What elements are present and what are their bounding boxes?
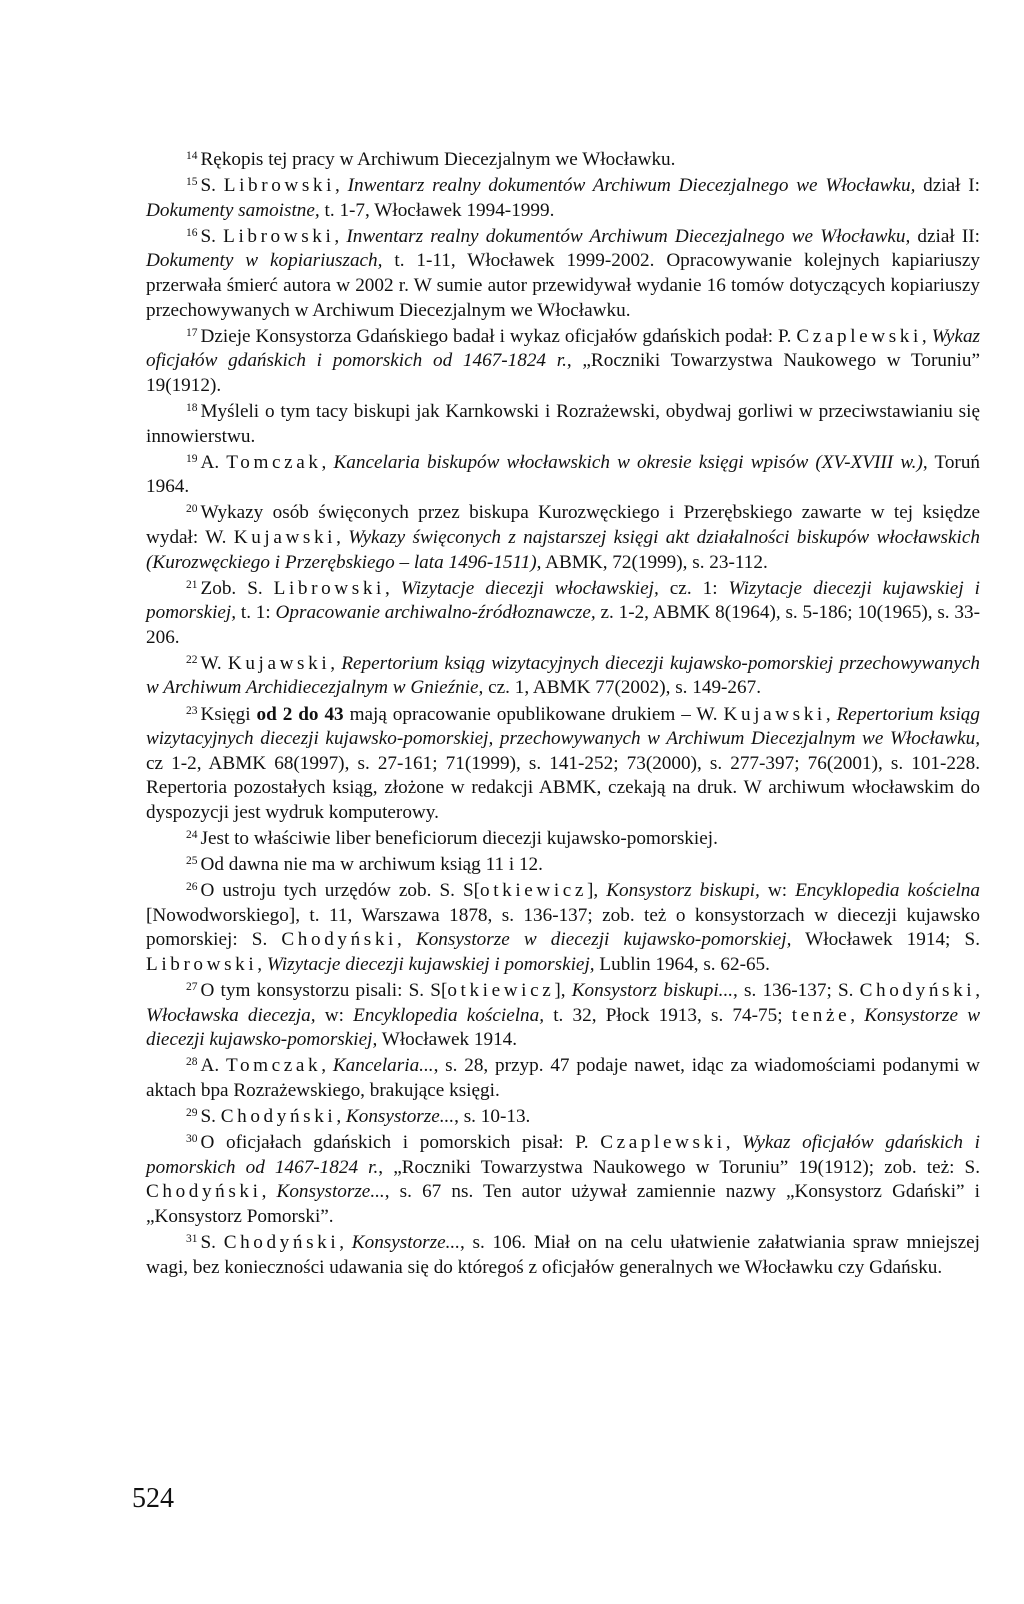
title-text: Inwentarz realny dokumentów Archiwum Diecezjalnego we Włocławku, [346, 225, 911, 247]
footnote-text: t. 32, Płock 1913, s. 74-75; [544, 1004, 792, 1026]
footnote-text: , [257, 954, 267, 975]
footnote-text: , [330, 652, 342, 674]
footnote-number: 21 [186, 578, 198, 591]
title-text: Encyklopedia kościelna [795, 880, 980, 902]
footnote-number: 23 [186, 704, 198, 717]
title-text: Repertorium ksiąg wizytacyjnych diecezji kujawsko-pomorskiej przechowywanych w Archiwum Archidiecezjalnym w Gnieźnie, [146, 652, 981, 699]
footnote-text: cz. 1: [658, 577, 729, 599]
footnote-text: , s. 67 ns. Ten autor używał zamiennie nazwy „Konsystorz Gdański” i „Konsystorz Pomorski”. [146, 1181, 981, 1227]
footnote-text: t. 1: [236, 602, 276, 624]
footnote-number: 15 [186, 176, 198, 189]
author-name: Czaplewski [796, 325, 922, 347]
author-name: Chodyński [859, 980, 976, 1002]
footnote-number: 24 [186, 829, 198, 842]
footnote-text: S. [200, 1232, 224, 1254]
author-name: Czaplewski [600, 1132, 726, 1154]
footnote-text: Włocławek 1914. [377, 1029, 518, 1051]
title-text: Inwentarz realny dokumentów Archiwum Diecezjalnego we Włocławku, [347, 175, 916, 197]
footnote-number: 28 [186, 1056, 198, 1069]
footnote-text: , „Roczniki Towarzystwa Naukowego w Toruniu” 19(1912); zob. też: S. [378, 1156, 980, 1178]
footnote-text: ], [587, 880, 607, 902]
footnote-text: mają opracowanie opublikowane drukiem – W. [343, 703, 724, 725]
footnote-text: Myśleli o tym tacy biskupi jak Karnkowski i Rozrażewski, obydwaj gorliwi w przeciwstawianiu się innowierstwu. [146, 400, 980, 447]
footnote-text: O tym konsystorzu pisali: S. S[ [200, 980, 448, 1002]
author-name: Chodyński [220, 1106, 337, 1128]
footnotes-section [146, 148, 980, 1282]
author-name: Librowski [146, 954, 258, 975]
author-name: Librowski [223, 175, 336, 197]
author-name: Librowski [223, 225, 335, 247]
title-text: Dokumenty w kopiariuszach, [146, 250, 383, 272]
title-text: Konsystorze... [276, 1181, 385, 1203]
footnote-text: S. [200, 175, 224, 197]
footnote-23 [146, 703, 980, 826]
footnote-text: Lublin 1964, s. 62-65. [594, 954, 770, 975]
footnote-16 [146, 225, 980, 323]
author-name: Chodyński [223, 1232, 340, 1254]
author-name: Kujawski [723, 703, 826, 725]
footnote-number: 14 [186, 150, 198, 162]
footnote-19 [146, 451, 980, 500]
footnote-text: A. [200, 1055, 226, 1077]
footnote-14 [146, 148, 980, 173]
title-text: Wizytacje diecezji kujawskiej i pomorskiej, [146, 577, 980, 624]
footnote-number: 16 [186, 226, 198, 239]
author-name: otkiewicz [447, 980, 555, 1002]
footnote-text: ], [554, 980, 572, 1002]
footnote-text: O oficjałach gdańskich i pomorskich pisał: P. [200, 1132, 601, 1154]
footnote-text: , [975, 980, 980, 1002]
author-name: Kujawski [233, 526, 337, 548]
footnote-text: S. [200, 225, 224, 247]
page-number: 524 [132, 1483, 174, 1514]
footnote-text: , s. 106. Miał on na celu ułatwienie załatwiania spraw mniejszej wagi, bez konieczności udawania się do któregoś z oficjałów generalnych we Włocławku czy Gdańsku. [146, 1232, 981, 1278]
footnote-text: A. [200, 451, 227, 473]
author-name: tenże [791, 1004, 851, 1026]
footnote-text: , ABMK, 72(1999), s. 23-112. [536, 551, 768, 573]
footnote-29 [146, 1105, 980, 1130]
footnote-text: , [921, 325, 932, 347]
footnote-text: cz. 1, ABMK 77(2002), s. 149-267. [483, 677, 762, 699]
footnote-text: t. 1-11, Włocławek 1999-2002. Opracowywanie kolejnych kapiariuszy przerwała śmierć autora w 2002 r. W sumie autor przewidywał wydanie 16 tomów dotyczących kopiariuszy przechowywanych w Archiwum Diecezjalnym we Włocławku. [146, 250, 980, 321]
author-name: otkiewicz [480, 880, 588, 902]
footnote-number: 25 [186, 855, 198, 868]
footnote-text: Wykazy osób święconych przez biskupa Kurozwęckiego i Przerębskiego zawarte w tej księdze wydał: W. [146, 502, 980, 548]
author-name: Librowski [273, 577, 385, 599]
title-text: Kancelaria... [332, 1055, 434, 1077]
author-name: Kujawski [227, 652, 331, 674]
title-text: Wykazy święconych z najstarszej księgi akt działalności biskupów włocławskich (Kurozwęckiego i Przerębskiego – lata 1496-1511) [146, 526, 980, 573]
title-text: Konsystorz biskupi, [606, 880, 760, 902]
footnote-text: , [321, 1055, 333, 1077]
footnote-text: , [396, 929, 416, 951]
footnote-text: dział II: [910, 225, 980, 247]
author-name: Chodyński [146, 1181, 262, 1203]
title-text: Włocławska diecezja, [146, 1004, 316, 1026]
footnote-26 [146, 879, 980, 977]
footnote-20 [146, 501, 980, 575]
footnote-text: dział I: [915, 175, 980, 197]
footnote-31 [146, 1231, 980, 1280]
footnote-text: t. 1-7, Włocławek 1994-1999. [319, 199, 555, 221]
footnote-number: 31 [186, 1233, 198, 1246]
footnote-number: 18 [186, 401, 198, 414]
footnote-27 [146, 979, 980, 1053]
footnote-text: Księgi [200, 703, 257, 725]
footnote-17 [146, 325, 980, 399]
footnote-25 [146, 853, 980, 878]
footnote-text: , [725, 1132, 743, 1154]
title-text: Konsystorze... [345, 1106, 455, 1128]
footnote-18 [146, 400, 980, 449]
footnote-number: 20 [186, 503, 198, 516]
footnote-number: 30 [186, 1133, 198, 1146]
title-text: Dokumenty samoistne, [146, 199, 320, 221]
title-text: Konsystorze... [351, 1232, 460, 1254]
footnote-text: , [339, 1232, 352, 1254]
title-text: Opracowanie archiwalno-źródłoznawcze, [275, 602, 596, 624]
author-name: Tomczak [226, 451, 322, 473]
footnote-number: 19 [186, 452, 198, 465]
footnote-number: 17 [186, 326, 198, 339]
footnote-text: , [825, 703, 837, 725]
footnote-number: 22 [186, 653, 198, 666]
footnote-number: 29 [186, 1107, 198, 1120]
footnote-30 [146, 1131, 980, 1229]
author-name: Tomczak [225, 1055, 322, 1077]
title-text: Wykaz oficjałów gdańskich i pomorskich od 1467-1824 r. [146, 325, 981, 372]
footnote-text: , [336, 1106, 346, 1128]
footnote-number: 26 [186, 881, 198, 894]
author-name: Chodyński [281, 929, 397, 951]
footnote-text: w: [759, 880, 796, 902]
title-text: Wykaz oficjałów gdańskich i pomorskich od 1467-1824 r. [146, 1132, 980, 1178]
title-text: Konsystorz biskupi... [571, 980, 734, 1002]
footnote-22 [146, 652, 980, 701]
title-text: Repertorium ksiąg wizytacyjnych diecezji kujawsko-pomorskiej, przechowywanych w Archiwum Diecezjalnym we Włocławku, [146, 703, 980, 750]
footnote-text: , Toruń 1964. [146, 451, 981, 498]
footnote-text: Rękopis tej pracy w Archiwum Diecezjalnym we Włocławku. [200, 149, 676, 170]
footnote-text: od 2 do 43 [256, 703, 344, 725]
title-text: Konsystorze w diecezji kujawsko-pomorskiej, [146, 1004, 981, 1051]
footnote-text: , [334, 225, 347, 247]
footnote-text: [Nowodworskiego], t. 11, Warszawa 1878, s. 136-137; zob. też o konsystorzach w diecezji kujawsko pomorskiej: S. [146, 904, 980, 951]
footnote-text: , s. 136-137; S. [733, 980, 860, 1002]
footnote-15 [146, 174, 980, 223]
footnote-text: , s. 10-13. [454, 1106, 531, 1128]
footnote-text: O ustroju tych urzędów zob. S. S[ [200, 880, 481, 902]
title-text: Wizytacje diecezji włocławskiej, [400, 577, 659, 599]
footnote-text: Zob. S. [200, 577, 274, 599]
footnote-text: , [321, 451, 334, 473]
footnote-number: 27 [186, 981, 198, 994]
footnote-text: , [261, 1181, 277, 1203]
footnote-text: w: [315, 1004, 354, 1026]
footnote-text: Od dawna nie ma w archiwum ksiąg 11 i 12. [200, 854, 543, 876]
footnote-text: Jest to właściwie liber beneficiorum diecezji kujawsko-pomorskiej. [200, 828, 718, 850]
footnote-text: , [384, 577, 401, 599]
footnote-text: S. [200, 1106, 221, 1128]
title-text: Encyklopedia kościelna, [353, 1004, 545, 1026]
footnote-text: z. 1-2, ABMK 8(1964), s. 5-186; 10(1965), s. 33-206. [146, 602, 980, 648]
footnote-21 [146, 577, 980, 651]
footnote-text: Dzieje Konsystorza Gdańskiego badał i wykaz oficjałów gdańskich podał: P. [200, 325, 797, 347]
footnote-text: , s. 28, przyp. 47 podaje nawet, idąc za wiadomościami podanymi w aktach bpa Rozrażewskiego, brakujące księgi. [146, 1055, 981, 1101]
footnote-text: Włocławek 1914; S. [791, 929, 980, 951]
title-text: Konsystorze w diecezji kujawsko-pomorskiej, [415, 929, 792, 951]
footnote-text: cz 1-2, ABMK 68(1997), s. 27-161; 71(1999), s. 141-252; 73(2000), s. 277-397; 76(2001), s. 101-228. Repertoria pozostałych ksiąg, złożone w redakcji ABMK, czekają na druk. W archiwum włocławskim do dyspozycji jest wydruk komputerowy. [146, 752, 980, 823]
footnote-text: W. [200, 652, 228, 674]
footnote-28 [146, 1054, 980, 1103]
footnote-text: , [335, 175, 348, 197]
title-text: Kancelaria biskupów włocławskich w okresie księgi wpisów (XV-XVIII w.) [333, 451, 923, 473]
title-text: Wizytacje diecezji kujawskiej i pomorskiej, [266, 954, 595, 975]
footnote-text: , „Roczniki Towarzystwa Naukowego w Toruniu” 19(1912). [146, 350, 980, 396]
footnote-text: , [850, 1004, 865, 1026]
footnote-24 [146, 827, 980, 852]
footnote-text: , [336, 526, 349, 548]
